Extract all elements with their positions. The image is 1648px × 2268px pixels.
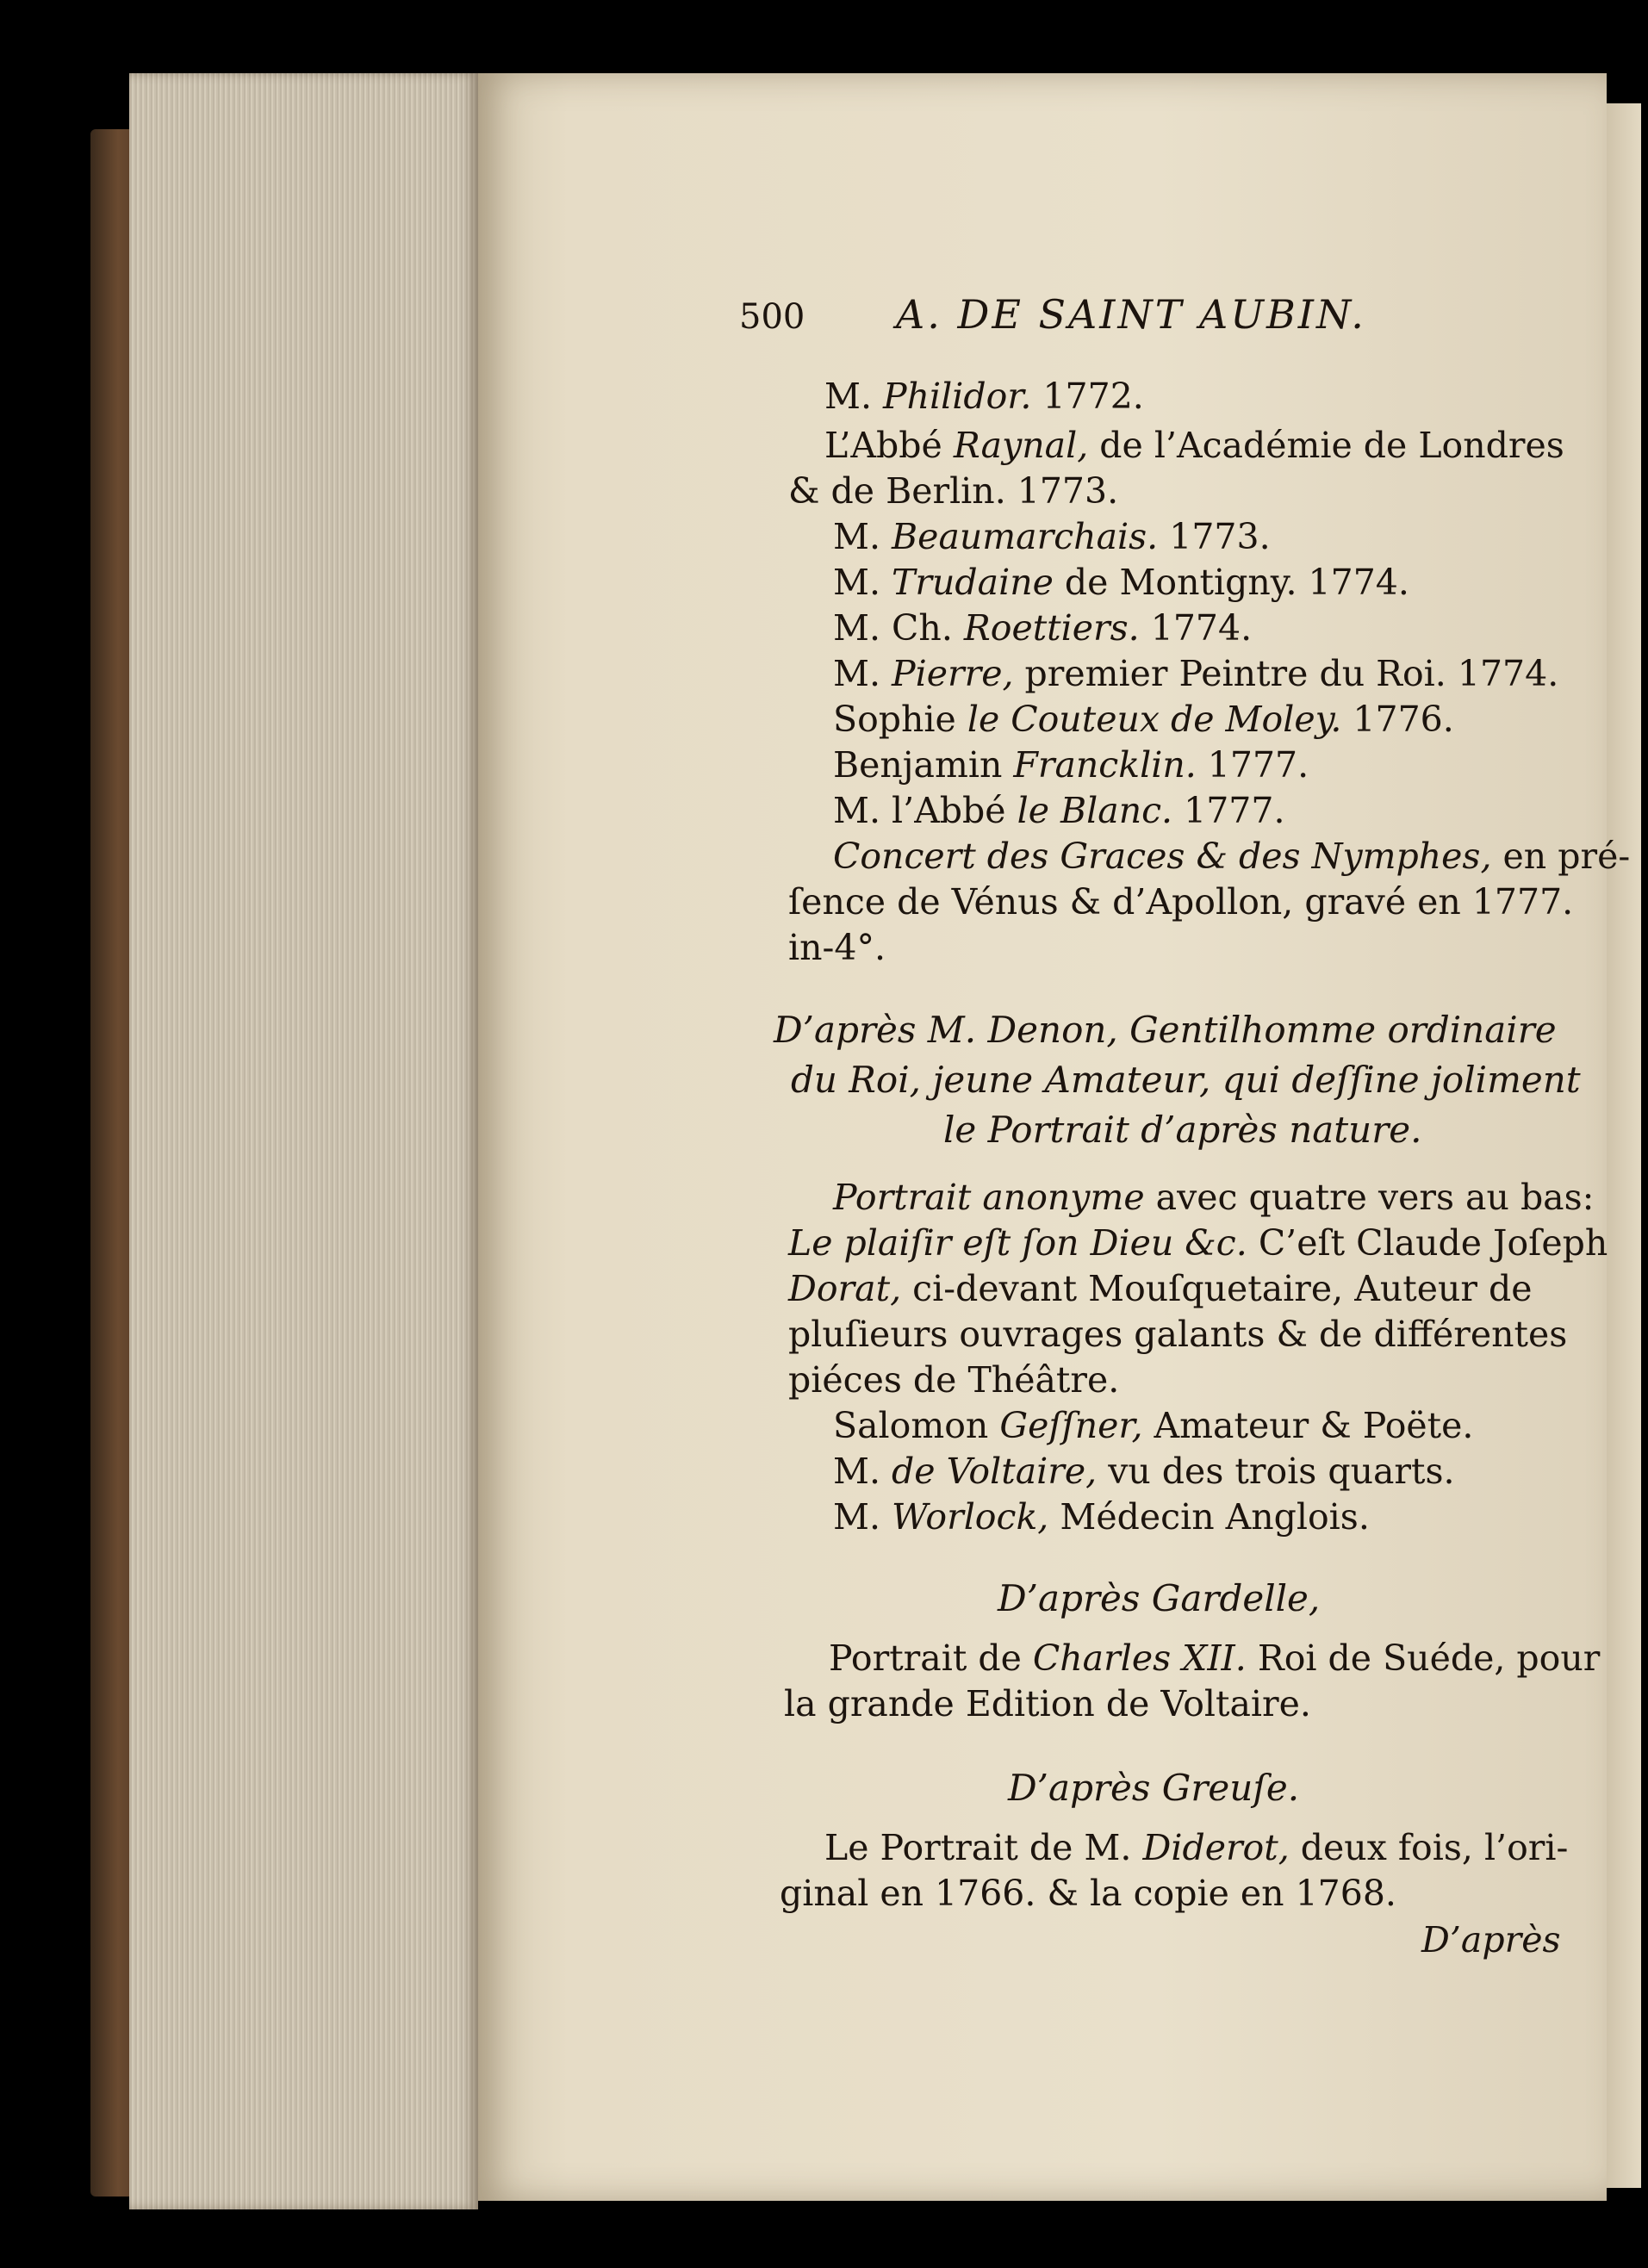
section-heading: du Roi, jeune Amateur, qui deſſine joliment [791,1059,1581,1101]
paragraph-line: pluſieurs ouvrages galants & de différentes [788,1314,1568,1355]
list-item: L’Abbé Raynal, de l’Académie de Londres [824,425,1564,466]
list-item: ſence de Vénus & d’Apollon, gravé en 1777. [788,881,1574,923]
catchword: D’après [1421,1919,1561,1960]
list-item: Concert des Graces & des Nymphes, en pré- [833,836,1631,877]
list-item: in-4°. [788,927,886,968]
paragraph-line: Dorat, ci-devant Mouſquetaire, Auteur de [788,1268,1533,1309]
list-item: & de Berlin. 1773. [788,470,1119,512]
paragraph-line: piéces de Théâtre. [788,1359,1120,1401]
list-item: M. l’Abbé le Blanc. 1777. [833,790,1285,831]
list-item: M. Pierre, premier Peintre du Roi. 1774. [833,653,1559,694]
list-item: M. Trudaine de Montigny. 1774. [833,562,1409,603]
paragraph-line: Le plaiſir eſt ſon Dieu &c. C’eſt Claude Joſeph [788,1222,1608,1264]
list-item: M. Philidor. 1772. [824,376,1144,417]
list-item: Sophie le Couteux de Moley. 1776. [833,699,1454,740]
list-item: M. Worlock, Médecin Anglois. [833,1496,1370,1538]
list-item: M. Ch. Roettiers. 1774. [833,607,1253,649]
section-heading: le Portrait d’après nature. [943,1109,1422,1151]
list-item: M. de Voltaire, vu des trois quarts. [833,1451,1455,1492]
section-heading: D’après M. Denon, Gentilhomme ordinaire [774,1009,1557,1051]
paragraph-line: Le Portrait de M. Diderot, deux fois, l’ori- [824,1827,1569,1868]
list-item: M. Beaumarchais. 1773. [833,516,1271,557]
paragraph-line: Portrait de Charles XII. Roi de Suéde, pour [829,1637,1601,1679]
page-number: 500 [739,297,805,337]
running-head: A. DE SAINT AUBIN. [896,291,1366,338]
paragraph-line: ginal en 1766. & la copie en 1768. [780,1873,1396,1914]
paragraph-line: la grande Edition de Voltaire. [784,1683,1311,1724]
list-item: Benjamin Francklin. 1777. [833,744,1309,786]
list-item: Salomon Geſſner, Amateur & Poëte. [833,1405,1474,1446]
section-heading: D’après Gardelle, [998,1577,1321,1619]
section-heading: D’après Greuſe. [1008,1767,1300,1809]
paragraph-line: Portrait anonyme avec quatre vers au bas: [833,1177,1595,1218]
